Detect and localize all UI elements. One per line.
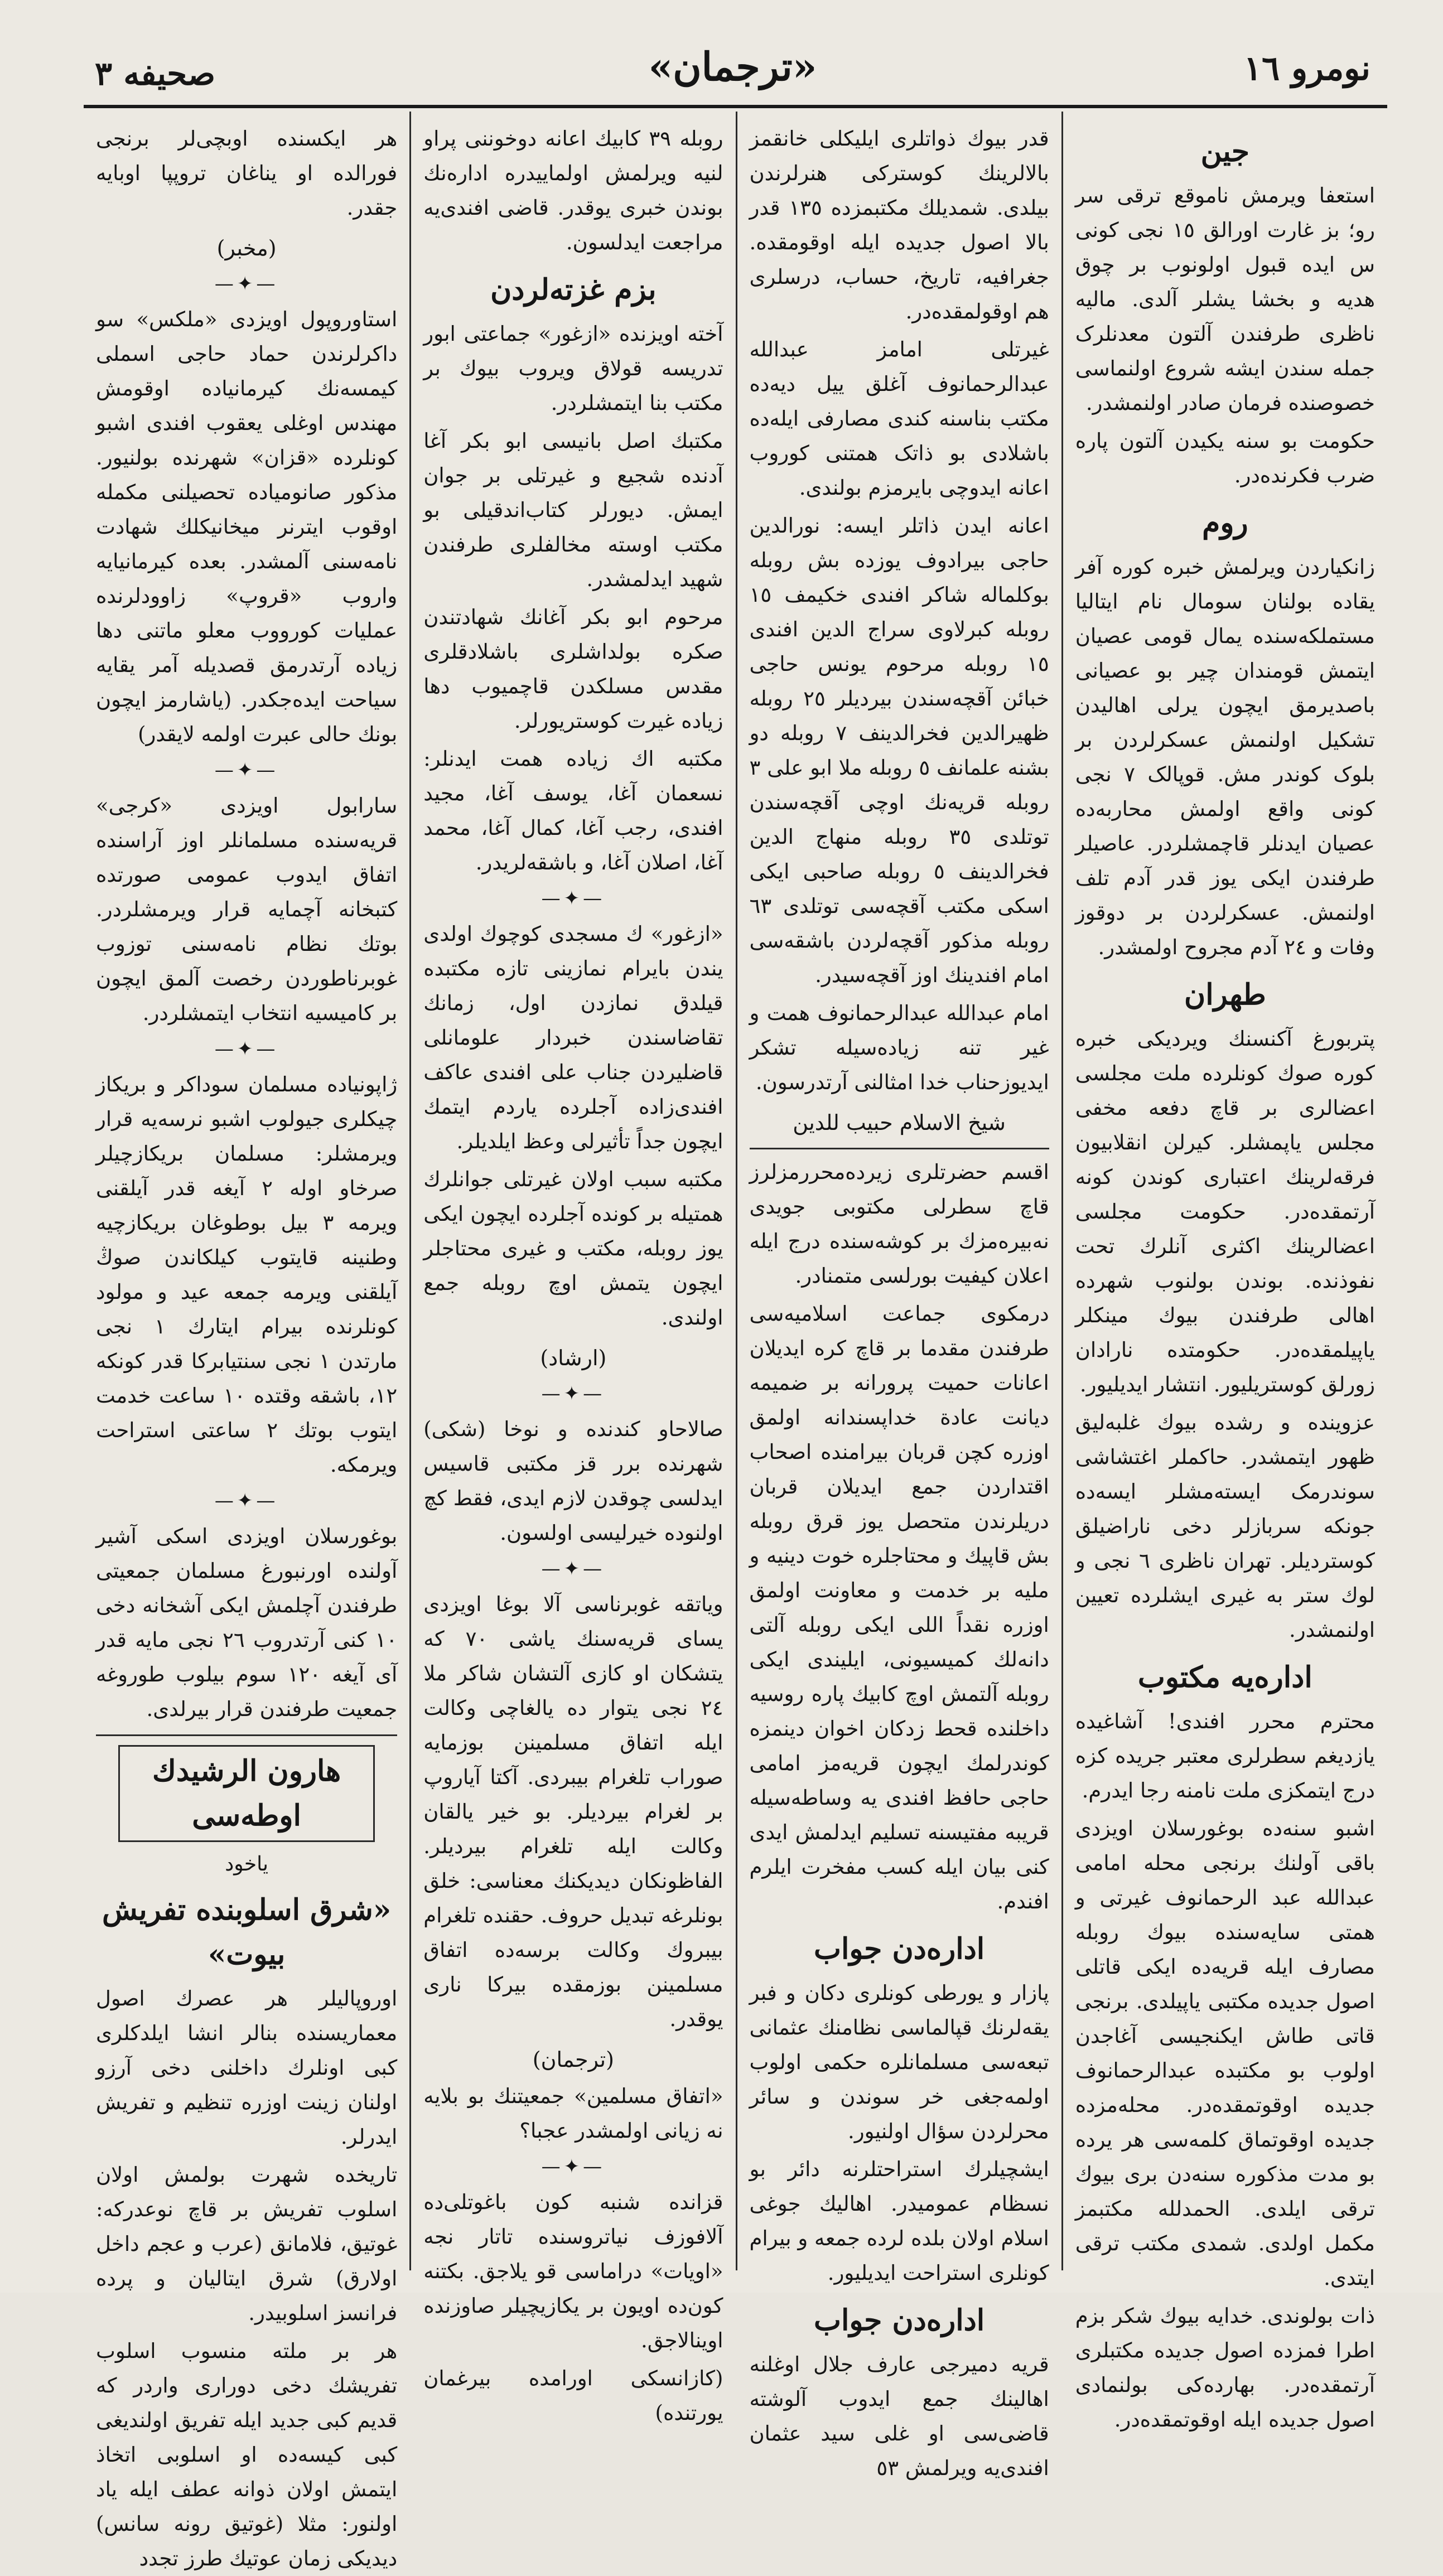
ornament-divider: —✦— <box>214 1038 279 1060</box>
article-paragraph: «ازغور» ك مسجدی کوچوك اولدی یندن بایرام نمازینی تازه مکتبده قیلدق نمازدن اول، زمانك تقاضاسندن خبردار علومانلی قاضلیردن جناب علی افندی عاکف افندی‌زاده آجلرده یاردم ایتمك ایچون جداً تأثیرلی وعظ ایلدیلر. <box>423 922 723 1153</box>
article-paragraph: ذات بولوندی. خدایه بیوك شکر بزم اطرا فمزده اصول جدیده مکتبلری آرتمقده‌در. بهارده‌کی بولنمادی اصول جدیده ایله اوقوتمقده‌در. <box>1075 2304 1375 2432</box>
article-paragraph: مکتبه سبب اولان غیرتلی جوانلرك همتیله بر کونده آجلرده ایچون ایکی یوز روبله، مکتب و غیری محتاجلر ایچون یتمش اوچ روبله جمع اولندی. <box>423 1167 723 1330</box>
article-paragraph: سارابول اویزدی «کرجی» قریه‌سنده مسلمانلر اوز آراسنده اتفاق ایدوب عمومی صورتده کتبخانه آچمایه قرار ویرمشلردر. بوتك نظام نامه‌سنی توزوب غوبرناطوردن رخصت آلمق ایچون بر کامیسیه انتخاب ایتمشلردر. <box>96 794 398 1025</box>
article-paragraph: غیرتلی امامز عبدالله عبدالرحمانوف آغلق ییل دیه‌ده مکتب بناسنه کندی مصارفی ایله‌ده باشلادی بو ذاتک همتنی کوروب اعانه ایدوچی بایرمزم بولندی. <box>749 337 1049 500</box>
article-paragraph: روبله ٣٩ کابیك اعانه دوخوننی پراو لنیه ویرلمش اولماییدره اداره‌نك بوندن خبری یوقدر. قاضی افندی‌یه مراجعت ایدلسون. <box>423 127 723 254</box>
article-paragraph: هر ایکسنده اوبچی‌لر برنجی فورالده او یناغان تروپپا اوبایه جقدر. <box>96 127 398 220</box>
page-number: صحیفه ٣ <box>95 55 215 93</box>
section-heading: هارون الرشیدك اوطه‌سی <box>118 1745 375 1842</box>
section-heading: جین <box>1200 134 1250 168</box>
section-heading: «شرق اسلوبنده تفریش بیوت» <box>102 1893 392 1971</box>
article-paragraph: عزوینده و رشده بیوك غلبه‌لیق ظهور ایتمشدر. حاکملر اغتشاشی سوندرمک ایسته‌مشلر ایسه‌ده جونکه سربازلر دخی ناراضیلق کوستردیلر. تهران ناظری ٦ نجی و لوك ستر به غیری ایشلرده تعیین اولنمشدر. <box>1075 1410 1375 1642</box>
article-paragraph: محترم محرر افندی! آشاغیده یازدیغم سطرلری معتبر جریده کزه درج ایتمکزی ملت نامنه رجا ایدرم. <box>1075 1709 1375 1802</box>
article-paragraph: تاریخده شهرت بولمش اولان اسلوب تفریش بر قاچ نوعدرکه: غوتیق، فلامانق (عرب و عجم داخل اولارق) شرق ایتالیان و پرده فرانسز اسلوبیدر. <box>96 2163 398 2325</box>
column-1 <box>1061 112 1387 2432</box>
article-paragraph: اوروپالیلر هر عصرك اصول معماریسنده بنالر انشا ایلدکلری کبی اونلرك داخلنی دخی آرزو اولنان زینت اوزره تنظیم و تفریش ایدرلر. <box>96 1987 398 2149</box>
article-paragraph: قریه دمیرجی عارف جلال اوغلنه اهالینك جمع ایدوب آلوشته قاضی‌سی او غلی سید عثمان افندی‌یه ویرلمش ٥٣ <box>749 2352 1049 2480</box>
article-paragraph: آخته اویزنده «ازغور» جماعتی ابور تدریسه قولاق ویروب بیوك بر مکتب بنا ایتمشلردر. <box>423 322 723 415</box>
newspaper-title: «ترجمان» <box>648 44 817 90</box>
article-paragraph: (کازانسکی اورامده بیرغمان یورتنده) <box>423 2366 723 2425</box>
section-rule <box>96 1734 397 1736</box>
ornament-divider: —✦— <box>214 1490 279 1512</box>
article-paragraph: مکتبك اصل بانیسی ابو بکر آغا آدنده شجیع و غیرتلی بر جوان ایمش. دیورلر کتاب‌اندقیلی بو مکتب اوسته مخالفلری طرفندن شهید ایدلمشدر. <box>423 429 723 591</box>
article-paragraph: «اتفاق مسلمین» جمعیتنك بو بلایه نه زیانی اولمشدر عجبا؟ <box>423 2084 723 2143</box>
article-paragraph: پازار و یورطی کونلری دکان و فبر یقه‌لرنك قپالماسی نظامنك عثمانی تبعه‌سی مسلمانلره حکمی اولوب اولمه‌جغی خر سوندن و سائر محرلردن سؤال اولنیور. <box>749 1981 1049 2143</box>
article-paragraph: زانکیاردن ویرلمش خبره کوره آفر یقاده بولنان سومال نام ایتالیا مستملکه‌سنده یمال قومی عصیان ایتمش قومندان چیر بو عصیانی باصدیرمق ایچون یرلی اهالیدن تشکیل اولنمش عسکرلردن بر بلوک کوندر مش. قوپالک ٧ نجی کونی واقع اولمش محاربه‌ده عصیان ایدنلر قاچمشلردر. عاصیلر طرفندن ایکی یوز قدر آدم تلف اولنمش. عسکرلردن بر دوقوز وفات و ٢٤ آدم مجروح اولمشدر. <box>1075 555 1375 959</box>
article-paragraph: درمکوی جماعت اسلامیه‌سی طرفندن مقدما بر قاچ کره ایدیلان اعانات حمیت پرورانه بر ضمیمه دیانت عادة خداپسندانه اولمق اوزره کچن قربان بیرامنده اصحاب اقتداردن جمع ایدیلان قربان دریلرندن متحصل یوز قرق روبله بش قاپیك و محتاجلره خوت دینیه و ملیه بر خدمت و معاونت اولمق اوزره نقداً اللی ایکی روبله آلتی دانه‌لك کمیسیونی، ایلیندی ایکی روبله آلتمش اوچ کابیك پاره روسیه داخلنده قحط زدکان اخوان دینمزه کوندرلمك ایچون قریه‌مز امامی حاجی حافظ افندی یه وساطه‌سیله قریبه مفتیسنه تسلیم ایدلمش ایدی کنی بیان ایله کسب مفخرت ایلرم افندم. <box>749 1302 1049 1913</box>
header-rule <box>84 105 1387 108</box>
article-paragraph: پتربورغ آکنسنك ویردیکی خبره کوره صوك کونلرده ملت مجلسی اعضالری بر قاچ دفعه مخفی مجلس یاپمشلر. کیرلن انقلابیون فرقه‌لرینك اعتباری کوندن کونه آرتمقده‌در. حکومت مجلسی اعضالرینك اکثری آنلرك تحت نفوذنده. بوندن بولنوب شهرده اهالی طرفندن بیوك مینکلر یاپیلمقده‌در. حکومتده نارادان زورلق کوستریلیور. انتشار ایدیلیور. <box>1075 1027 1375 1396</box>
column-2 <box>736 112 1061 2480</box>
article-paragraph: ویاتقه غوبرناسی آلا بوغا اویزدی یسای قریه‌سنك یاشی ٧٠ که یتشکان او کازی آلتشان شاکر ملا ٢٤ نجی یتوار ده یالغاچی وکالت ایله اتفاق مسلمینن بوزمایه صوراب تلغرام بیبردی. آکتا آیاروپ بر لغرام بیردیلر. بو خیر یالقان وکالت ایله تلغرام بیردیلر. الفاظونکان دیدیکنك معناسی: خلق بونلرغه تبدیل حروف. حقنده تلغرام بیبروك وکالت برسه‌ده اتفاق مسلمینن بوزمقده بیرکا ناری یوقدر. <box>423 1592 723 2031</box>
article-paragraph: حکومت بو سنه یکیدن آلتون پاره ضرب فکرنده‌در. <box>1075 429 1375 487</box>
article-paragraph: ایشچیلرك استراحتلرنه دائر بو نسظام عمومیدر. اهالیك جوغی اسلام اولان بلده لرده جمعه و بیرام کونلری استراحت ایدیلیور. <box>749 2157 1049 2285</box>
article-signature: (مخبر) <box>216 236 277 260</box>
article-paragraph: مرحوم ابو بکر آغانك شهادتندن صکره بولداشلری باشلادقلری مقدس مسلکدن قاچمیوب دها زیاده غیرت کوستریورلر. <box>423 605 723 733</box>
section-heading: اداره‌دن جواب <box>813 1932 985 1966</box>
ornament-divider: —✦— <box>541 2155 606 2178</box>
article-paragraph: اعانه ایدن ذاتلر ایسه: نورالدین حاجی بیرادوف یوزده بش روبله بوکلماله شاکر افندی خکیمف ١٥ روبله کبرلاوی سراج الدین افندی ١٥ روبله مرحوم یونس حاجی خبائن آقچه‌سندن بیردیلر ٢٥ روبله ظهیرالدین فخرالدینف ٧ روبله دو بشنه علمانف ٥ روبله ملا ابو علی ٣ روبله قریه‌نك اوچی آقچه‌سندن توتلدی ٣٥ روبله منهاج الدین فخرالدینف ٥ روبله صاحبی ایکی اسکی مکتب آقچه‌سی توتلدی ٦٣ روبله مذکور آقچه‌لردن باشقه‌سی امام افندینك اوز آقچه‌سیدر. <box>749 514 1049 987</box>
section-heading: روم <box>1202 506 1248 540</box>
article-paragraph: اقسم حضرتلری زیرده‌محررمزلرز قاچ سطرلی مکتوبی جویدی نه‌بیره‌مزك بر کوشه‌سنده درج ایله اعلان کیفیت بورلسی متمنادر. <box>749 1160 1049 1288</box>
article-signature: (ارشاد) <box>540 1346 607 1370</box>
article-paragraph: بوغورسلان اویزدی اسکی آشیر آولنده اورنبورغ مسلمان جمعیتی طرفندن آچلمش ایکی آشخانه دخی ١٠ کنی آرتدروب ٢٦ نجی مایه قدر آی آیغه ١٢٠ سوم بیلوب طوروغه جمعیت طرفندن قرار بیرلدی. <box>96 1524 398 1721</box>
issue-number: نومرو ١٦ <box>1243 49 1370 88</box>
section-rule <box>750 1148 1049 1149</box>
article-paragraph: صالاحاو کندنده و نوخا (شکی) شهرنده برر قز مکتبی قاسیس ایدلسی چوقدن لازم ایدی، فقط کچ اولنوده خیرلیسی اولسون. <box>423 1417 723 1545</box>
ornament-divider: —✦— <box>214 273 279 295</box>
masthead <box>84 39 1382 106</box>
article-paragraph: اشبو سنه‌ده بوغورسلان اویزدی باقی آولنك برنجی محله امامی عبدالله عبد الرحمانوف غیرتی و همتی سایه‌سنده بیوك روبله مصارف ایله قریه‌ده ایکی قاتلی اصول جدیده مکتبی یاپیلدی. برنجی قاتی طاش ایکنجیسی آغاجدن اولوب بو مکتبده عبدالرحمانوف جدیده اوقوتمقده‌در. محله‌مزده جدیده اوقوتماق کلمه‌سی هر یرده بو مدت مذکوره سنه‌دن بری بیوك ترقی ایلدی. الحمدلله مکتبمز مکمل اولدی. شمدی مکتب ترقی ایتدی. <box>1075 1816 1375 2290</box>
article-paragraph: استعفا ویرمش ناموقع ترقی سر رو؛ بز غارت اورالق ١٥ نجی کونی س ایده قبول اولونوب بر چوق هدیه و بخشا یشلر آلدی. مالیه ناظری طرفندن آلتون معدنلرک جمله سندن ایشه شروع اولنماسی خصوصنده فرمان صادر اولنمشدر. <box>1075 183 1375 415</box>
article-paragraph: امام عبدالله عبدالرحمانوف همت و غیر تنه زیاده‌سیله تشکر ایدیوزحناب خدا امثالنی آرتدرسون. <box>749 1001 1049 1094</box>
section-heading: طهران <box>1184 978 1266 1012</box>
article-paragraph: استاوروپول اویزدی «ملکس» سو داکرلرندن حماد حاجی اسملی کیمسه‌نك کیرمانیاده اوقومش مهندس اوغلی یعقوب افندی اشبو کونلرده «قزان» شهرنده بولنیور. مذکور صانومیاده تحصیلنی مکمله اوقوب ایترنر میخانیکلك شهادت نامه‌سنی آلمشدر. بعده کیرمانیایه واروب «قروپ» زاوودلرنده عملیات کورووب معلو ماتنی دها زیاده آرتدرمق قصدیله آمر یقایه سیاحت ایده‌جکدر. (یاشارمز ایچون بونك حالی عبرت اولمه لایقدر) <box>96 307 398 746</box>
article-paragraph: مکتبه اك زیاده همت ایدنلر: نسعمان آغا، یوسف آغا، مجید افندی، رجب آغا، کمال آغا، محمد آغا، اصلان آغا، و باشقه‌لریدر. <box>423 747 723 874</box>
section-heading: اداره‌دن جواب <box>813 2303 985 2337</box>
article-paragraph: قدر بیوك ذواتلری ایلیکلی خانقمز بالالرینك کوسترکی هنرلرندن بیلدی. شمدیلك مکتبمزده ١٣٥ قدر بالا اصول جدیده ایله اوقومقده. جغرافیه، تاریخ، حساب، درسلری هم اوقولمقده‌در. <box>749 127 1049 323</box>
article-signature: (ترجمان) <box>532 2047 614 2072</box>
column-4 <box>84 112 409 2570</box>
column-3 <box>409 112 735 2425</box>
ornament-divider: —✦— <box>541 1383 606 1405</box>
ornament-divider: —✦— <box>541 1558 606 1580</box>
columns-container <box>84 112 1387 2570</box>
section-heading: اداره‌یه مکتوب <box>1137 1660 1312 1694</box>
article-paragraph: ژاپونیاده مسلمان سوداکر و بریکاز چیکلری جیولوب اشبو نرسه‌یه قرار ویرمشلر: مسلمان بریکازچیلر صرخاو اوله ٢ آیغه قدر آیلقنی ویرمه ٣ بیل بوطوغان بریکازچیه وطنینه قایتوب کیلکاندن صوڭ آیلقنی ویرمه جمعه عید و مولود کونلرنده بیرام ایتارك ١ نجی مارتدن ١ نجی سنتیابرکا قدر کونکه ١٢، باشقه وقتده ١٠ ساعت خدمت ایتوب بوتك ٢ ساعتی استراحت ویرمکه. <box>96 1072 398 1477</box>
ornament-divider: —✦— <box>541 887 606 910</box>
section-subheading: یاخود <box>225 1853 269 1876</box>
ornament-divider: —✦— <box>214 759 279 781</box>
article-signature: شیخ الاسلام حبیب للدین <box>793 1110 1006 1135</box>
section-heading: بزم غزته‌لردن <box>490 273 657 307</box>
article-paragraph: قزانده شنبه کون باغوتلی‌ده آلافوزف نیاتروسنده تاتار نجه «اویات» دراماسی قو یلاجق. بکتنه کون‌ده اویون بر یکازیچیلر صاوزنده اوینالاجق. <box>423 2190 723 2352</box>
article-paragraph: هر بر ملته منسوب اسلوب تفریشك دخی دوراری واردر که قدیم کبی جدید ایله تفریق اولندیغی کبی کیسه‌ده او اسلوبی اتخاذ ایتمش اولان ذوانه عطف ایله یاد اولنور: مثلا (غوتیق رونه سانس) دیدیکی زمان عوتیك طرز تجدد <box>96 2339 398 2570</box>
